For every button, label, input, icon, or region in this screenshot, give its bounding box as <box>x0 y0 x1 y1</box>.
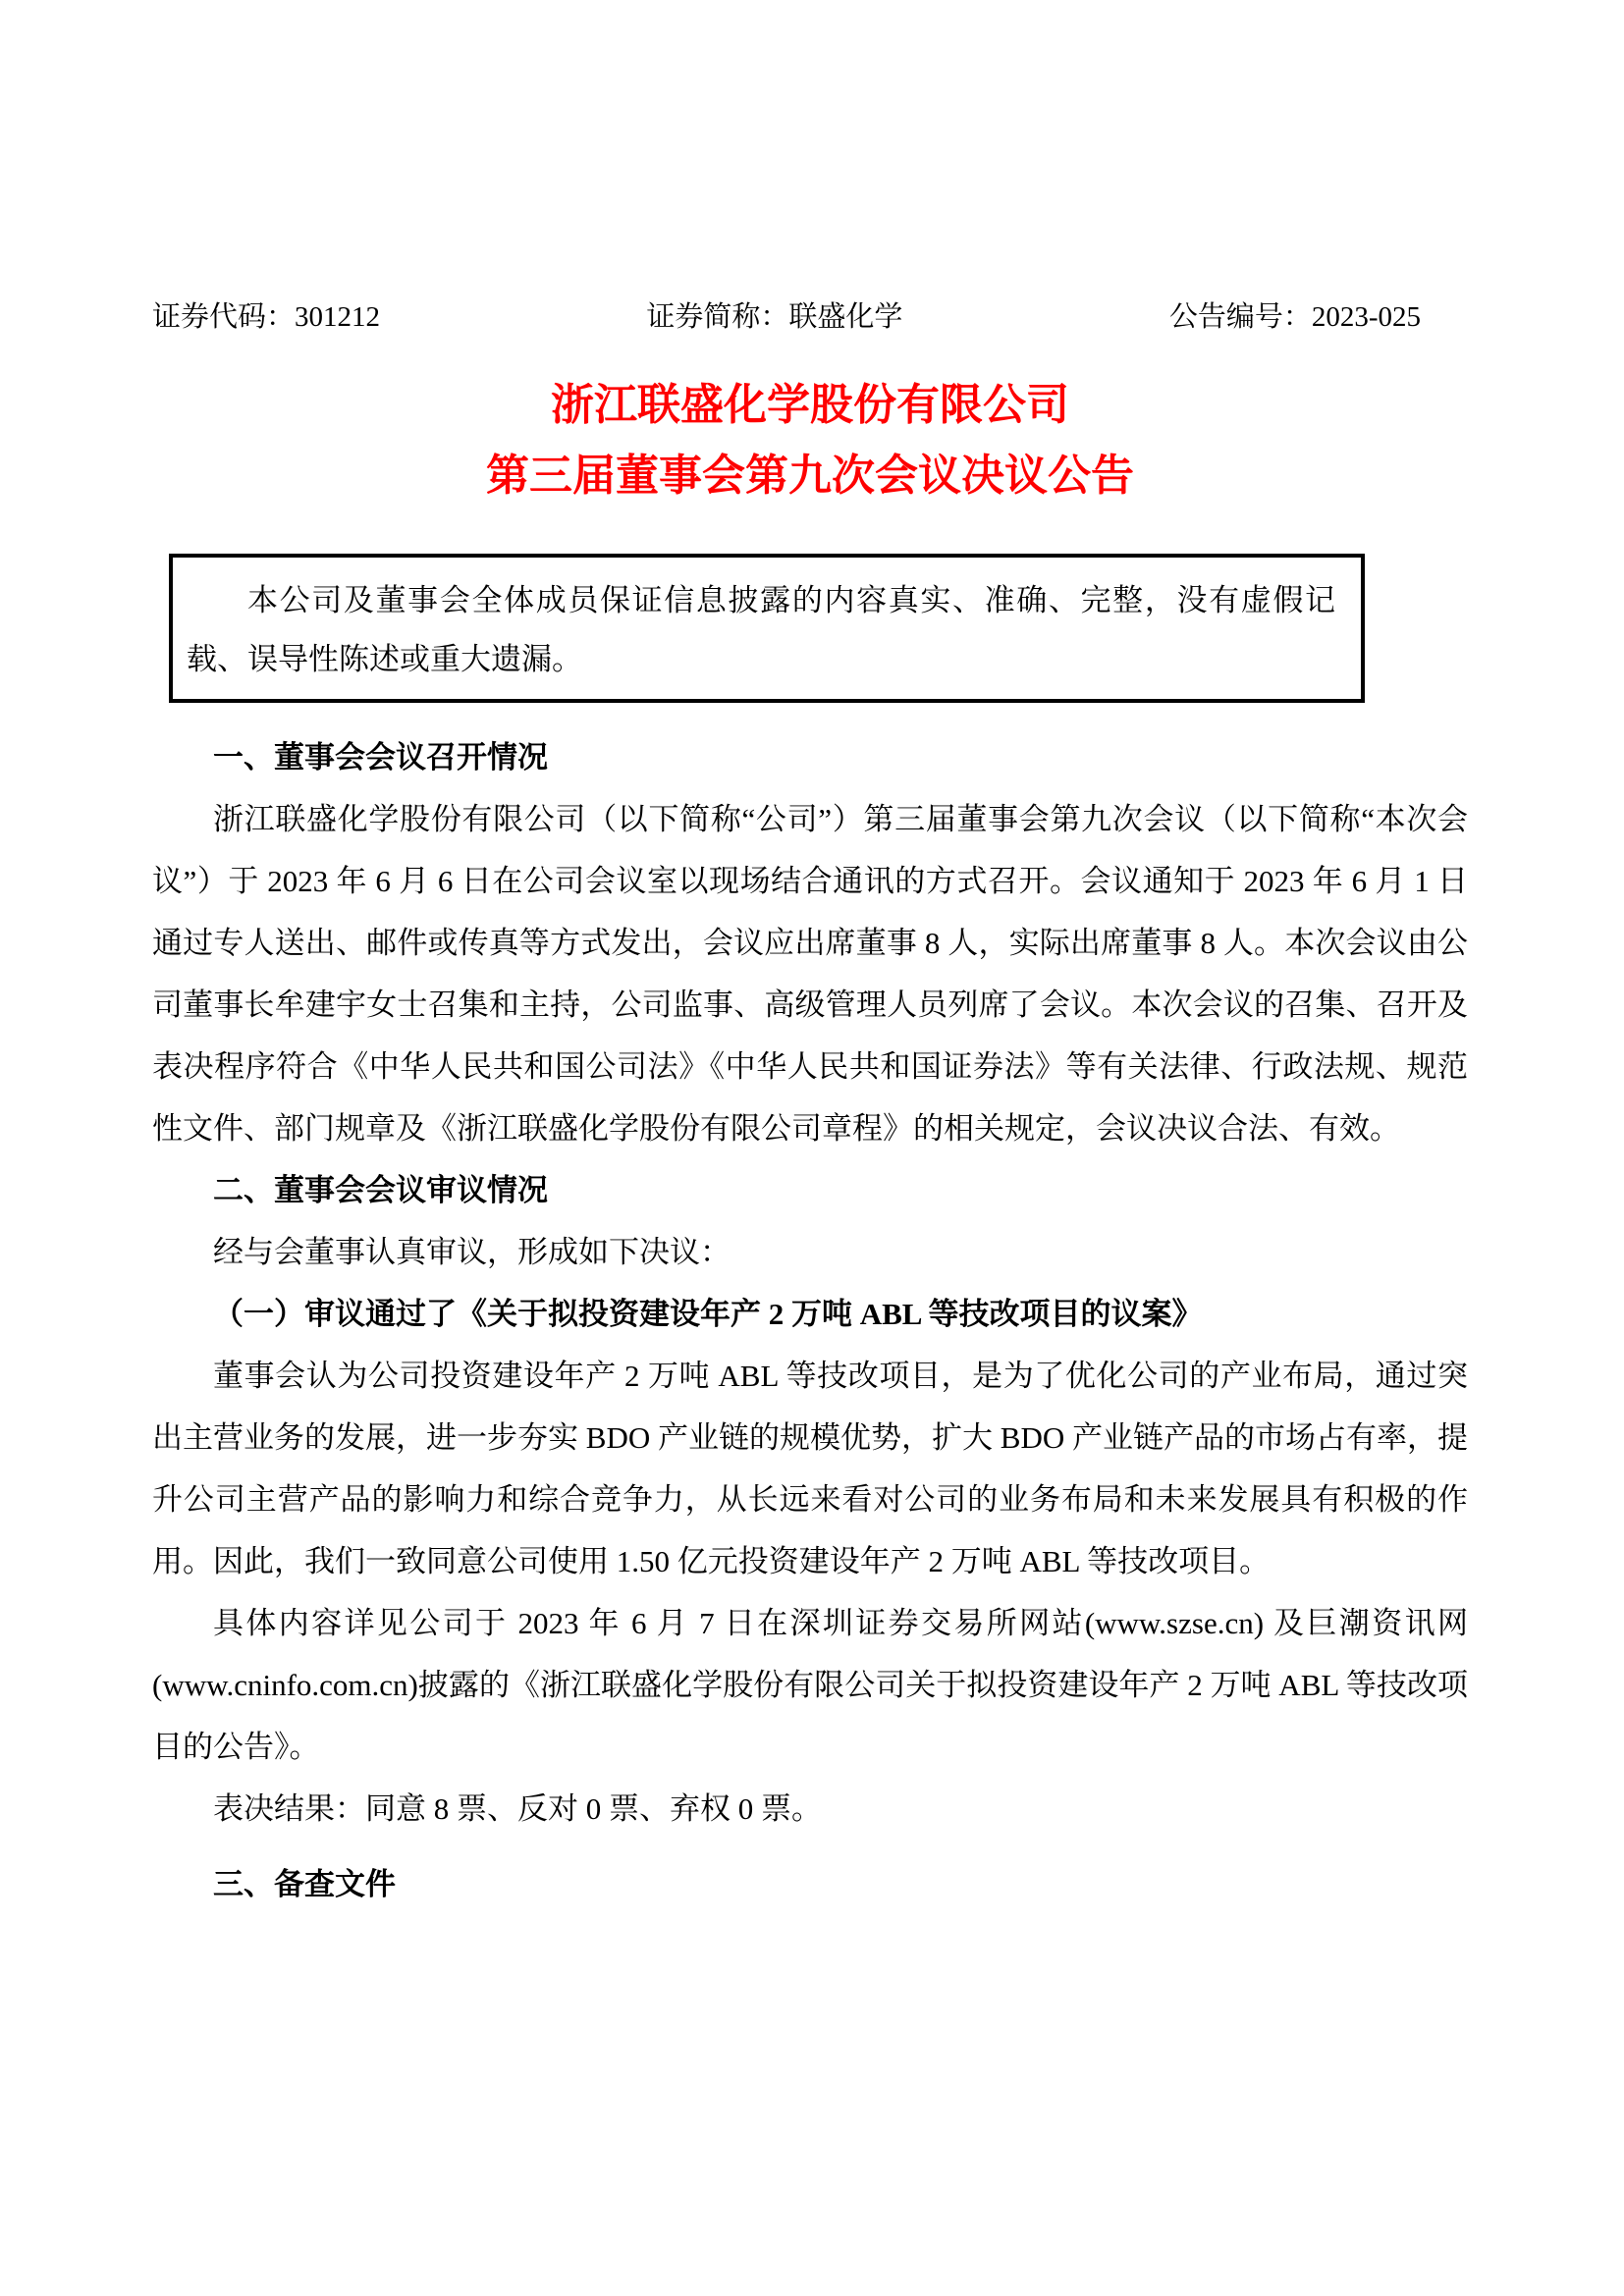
document-body <box>152 726 1468 1915</box>
section-2-intro: 经与会董事认真审议，形成如下决议： <box>213 1235 731 1269</box>
stock-short-name: 证券简称：联盛化学 <box>646 301 903 333</box>
section-1-paragraph: 浙江联盛化学股份有限公司（以下简称“公司”）第三届董事会第九次会议（以下简称“本次会议”）于 2023 年 6 月 6 日在公司会议室以现场结合通讯的方式召开。会议通知于 2023 年 6 月 1 日通过专人送出、邮件或传真等方式发出，会议应出席董事 8 人，实际出席董事 8 人。本次会议由公司董事长牟建宇女士召集和主持，公司监事、高级管理人员列席了会议。本次会议的召集、召开及表决程序符合《中华人民共和国公司法》《中华人民共和国证券法》等有关法律、行政法规、规范性文件、部门规章及《浙江联盛化学股份有限公司章程》的相关规定，会议决议合法、有效。 <box>152 802 1468 1146</box>
resolution-1-vote-result: 表决结果：同意 8 票、反对 0 票、弃权 0 票。 <box>213 1791 822 1826</box>
company-name-title: 浙江联盛化学股份有限公司 <box>551 381 1069 429</box>
resolution-1-heading: （一）审议通过了《关于拟投资建设年产 2 万吨 ABL 等技改项目的议案》 <box>213 1297 1203 1331</box>
document-header-row <box>152 296 1468 338</box>
disclaimer-text: 本公司及董事会全体成员保证信息披露的内容真实、准确、完整，没有虚假记载、误导性陈述或重大遗漏。 <box>187 583 1335 676</box>
section-1-heading: 一、董事会会议召开情况 <box>213 740 548 774</box>
announcement-number: 公告编号：2023-025 <box>1168 301 1421 333</box>
section-2-heading: 二、董事会会议审议情况 <box>213 1173 548 1207</box>
section-3-heading: 三、备查文件 <box>213 1867 396 1901</box>
announcement-title: 第三届董事会第九次会议决议公告 <box>486 452 1134 500</box>
stock-code: 证券代码：301212 <box>152 301 381 333</box>
document-content <box>152 296 1468 1915</box>
disclaimer-box <box>169 554 1365 703</box>
resolution-1-paragraph-1: 董事会认为公司投资建设年产 2 万吨 ABL 等技改项目，是为了优化公司的产业布局，通过突出主营业务的发展，进一步夯实 BDO 产业链的规模优势，扩大 BDO 产业链产品的市场占有率，提升公司主营产品的影响力和综合竞争力，从长远来看对公司的业务布局和未来发展具有积极的作用。因此，我们一致同意公司使用 1.50 亿元投资建设年产 2 万吨 ABL 等技改项目。 <box>152 1359 1468 1578</box>
resolution-1-paragraph-2: 具体内容详见公司于 2023 年 6 月 7 日在深圳证券交易所网站(www.szse.cn) 及巨潮资讯网(www.cninfo.com.cn)披露的《浙江联盛化学股份有限公司关于拟投资建设年产 2 万吨 ABL 等技改项目的公告》。 <box>152 1606 1468 1764</box>
